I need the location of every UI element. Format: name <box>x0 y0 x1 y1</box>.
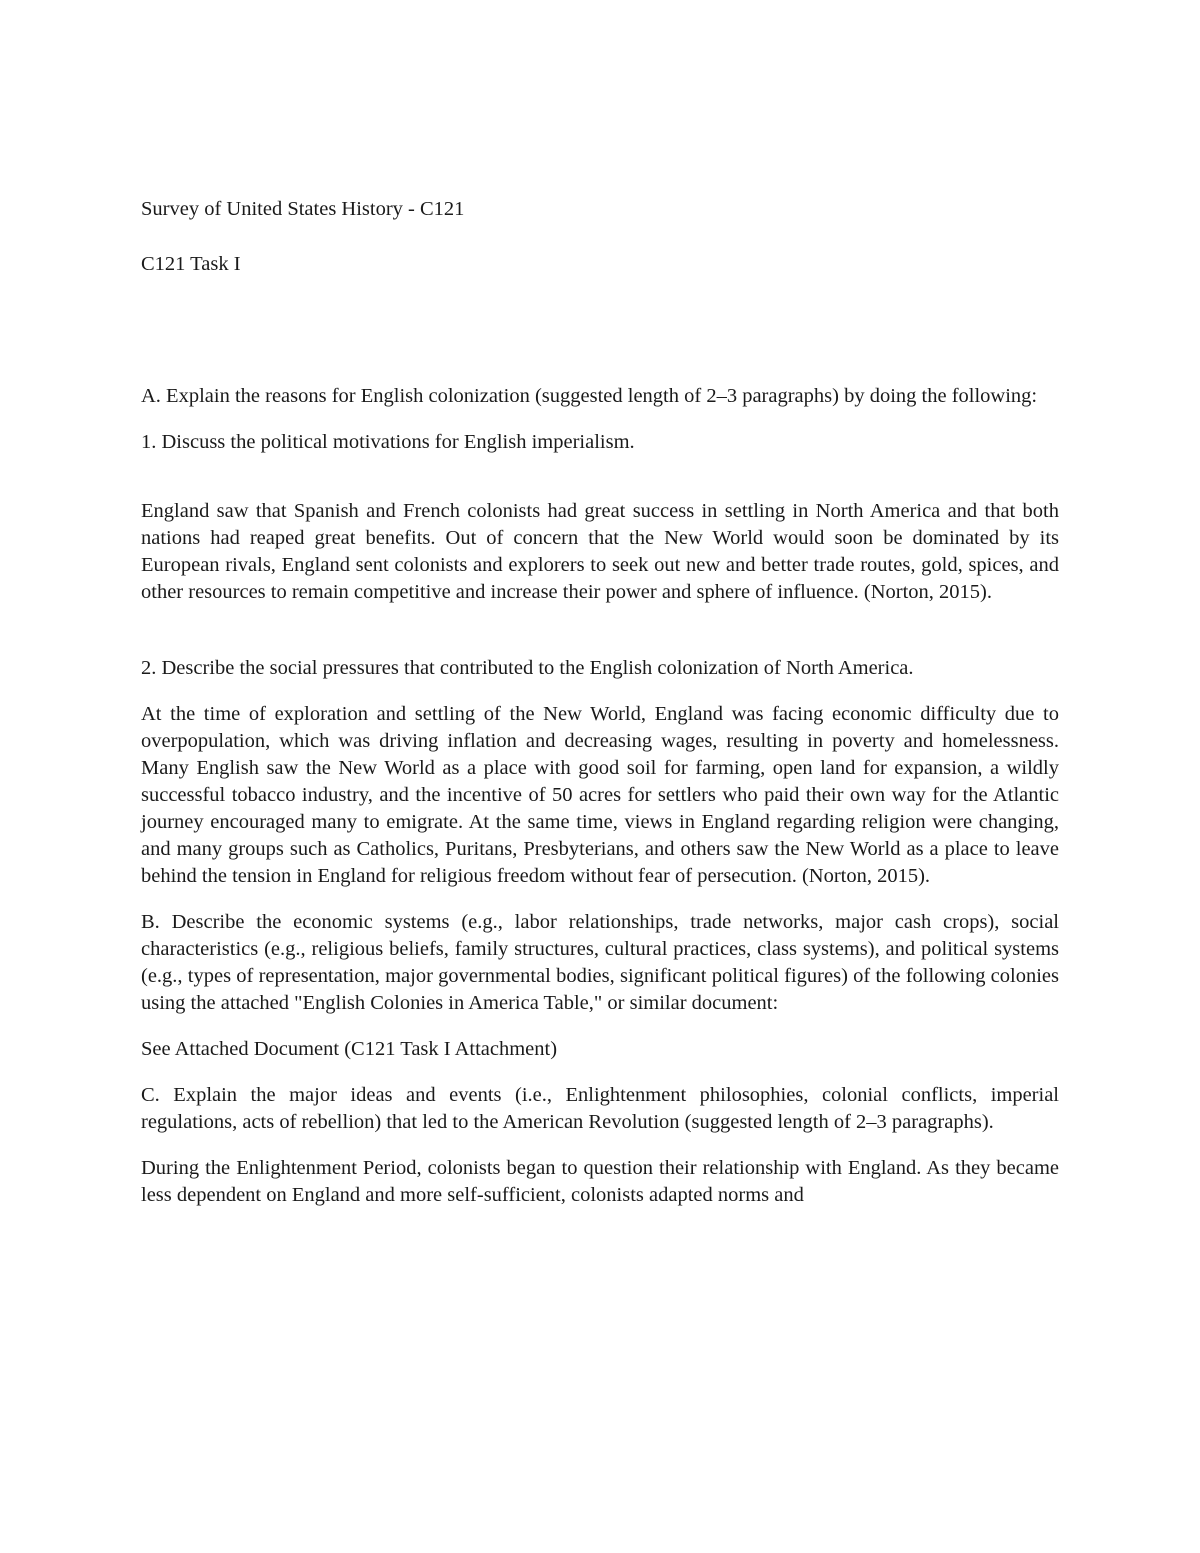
course-title: Survey of United States History - C121 <box>141 198 465 220</box>
prompt-2: 2. Describe the social pressures that contributed to the English colonization of North America. <box>141 657 914 679</box>
see-attached-note: See Attached Document (C121 Task I Attachment) <box>141 1038 558 1060</box>
prompt-1: 1. Discuss the political motivations for English imperialism. <box>141 431 635 453</box>
task-title: C121 Task I <box>141 253 241 275</box>
prompt-b: B. Describe the economic systems (e.g., labor relationships, trade networks, major cash crops), social characteristics (e.g., religious beliefs, family structures, cultural practices, class systems), and political systems (e.g., types of representation, major governmental bodies, significant political figures) of the following colonies using the attached "English Colonies in America Table," or similar document: <box>141 911 1059 1014</box>
answer-2-paragraph: At the time of exploration and settling of the New World, England was facing economic difficulty due to overpopulation, which was driving inflation and decreasing wages, resulting in poverty and homelessness. Many English saw the New World as a place with good soil for farming, open land for expansion, a wildly successful tobacco industry, and the incentive of 50 acres for settlers who paid their own way for the Atlantic journey encouraged many to emigrate. At the same time, views in England regarding religion were changing, and many groups such as Catholics, Puritans, Presbyterians, and others saw the New World as a place to leave behind the tension in England for religious freedom without fear of persecution. (Norton, 2015). <box>141 703 1059 887</box>
prompt-c: C. Explain the major ideas and events (i.e., Enlightenment philosophies, colonial conflicts, imperial regulations, acts of rebellion) that led to the American Revolution (suggested length of 2–3 paragraphs). <box>141 1084 1059 1133</box>
answer-c-paragraph: During the Enlightenment Period, colonists began to question their relationship with England. As they became less dependent on England and more self-sufficient, colonists adapted norms and <box>141 1157 1059 1206</box>
prompt-a: A. Explain the reasons for English colonization (suggested length of 2–3 paragraphs) by doing the following: <box>141 385 1038 407</box>
answer-1-paragraph: England saw that Spanish and French colonists had great success in settling in North America and that both nations had reaped great benefits. Out of concern that the New World would soon be dominated by its European rivals, England sent colonists and explorers to seek out new and better trade routes, gold, spices, and other resources to remain competitive and increase their power and sphere of influence. (Norton, 2015). <box>141 500 1059 603</box>
document-page <box>141 196 1059 1209</box>
